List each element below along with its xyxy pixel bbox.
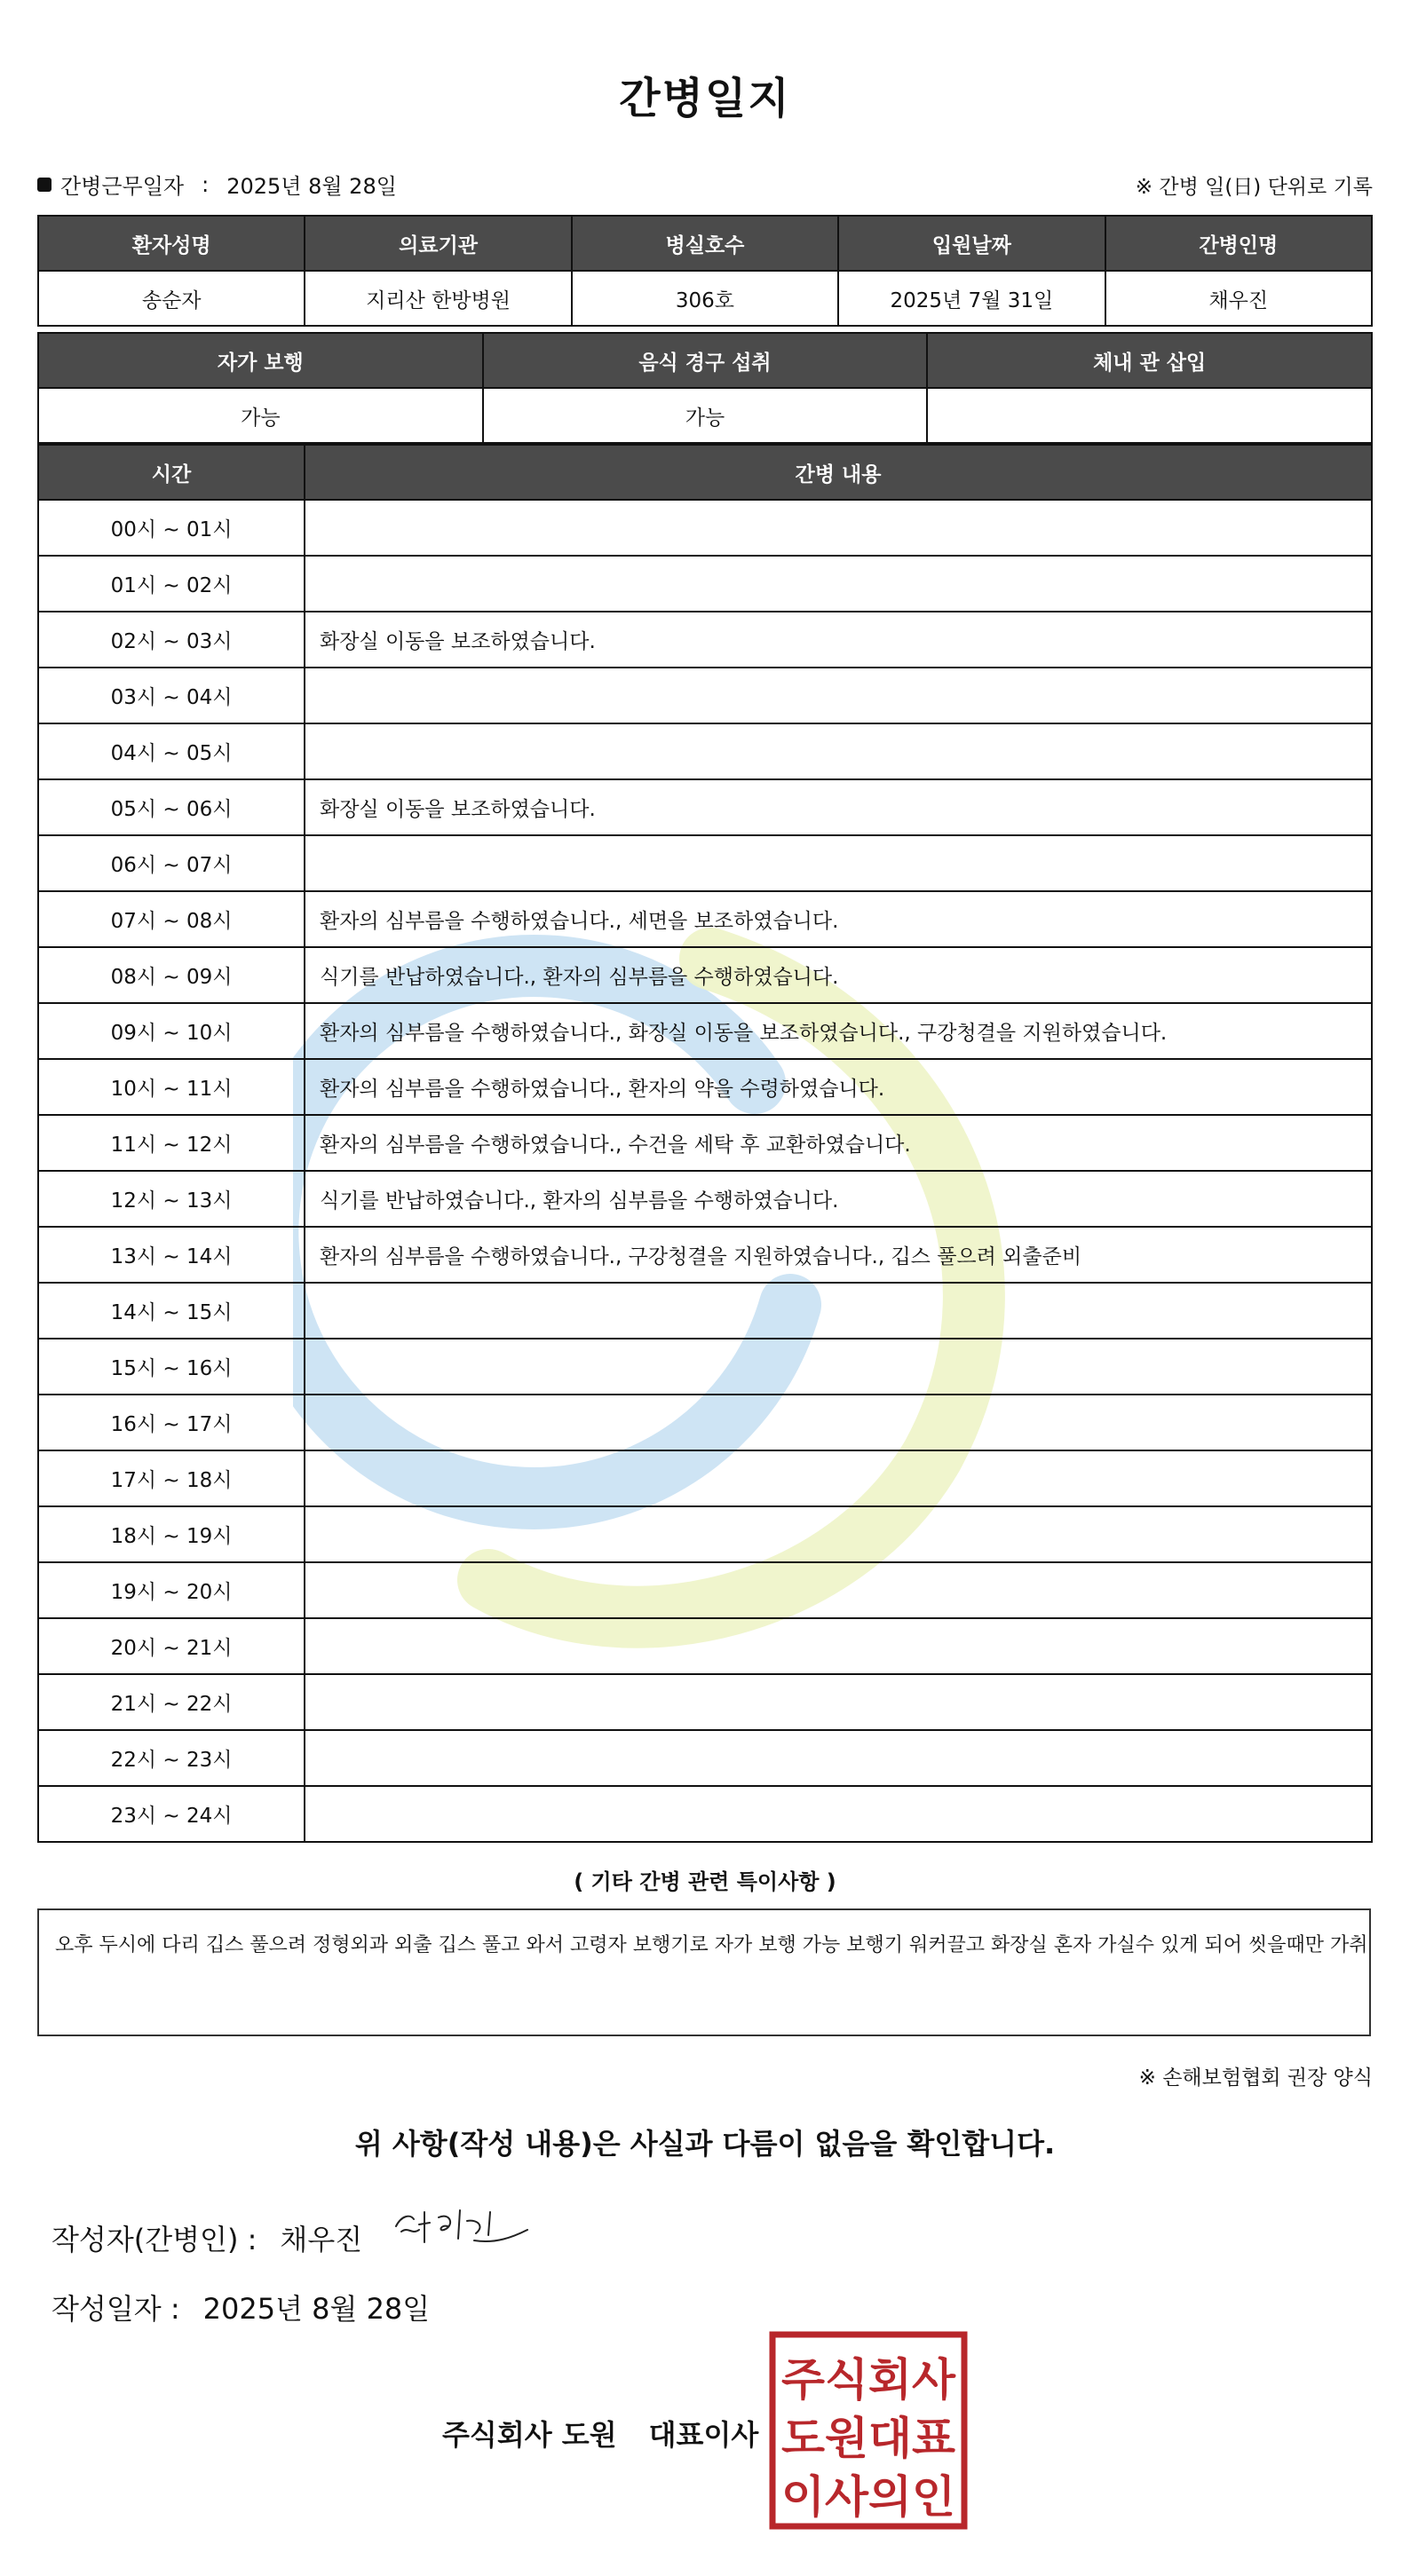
patient-name: 송순자 [38, 271, 305, 326]
company-line [442, 2413, 758, 2454]
care-content: 환자의 심부름을 수행하였습니다., 세면을 보조하였습니다. [305, 891, 1372, 947]
time-slot: 09시 ~ 10시 [38, 1003, 305, 1059]
written-date-value: 2025년 8월 28일 [202, 2292, 431, 2326]
oral-intake-value: 가능 [483, 388, 928, 443]
table-row [38, 500, 1372, 556]
table-row [38, 835, 1372, 891]
handwritten-signature [389, 2200, 531, 2253]
ability-table [37, 332, 1373, 444]
self-walking-value: 가능 [38, 388, 483, 443]
header-time: 시간 [38, 445, 305, 500]
bullet-icon [37, 178, 51, 192]
table-row [38, 612, 1372, 668]
work-date-value: 2025년 8월 28일 [226, 174, 397, 199]
time-slot: 04시 ~ 05시 [38, 723, 305, 779]
time-slot: 22시 ~ 23시 [38, 1730, 305, 1786]
time-slot: 00시 ~ 01시 [38, 500, 305, 556]
header-caregiver-name: 간병인명 [1105, 216, 1372, 271]
care-content [305, 500, 1372, 556]
time-slot: 14시 ~ 15시 [38, 1283, 305, 1339]
care-content [305, 1283, 1372, 1339]
writer-label: 작성자(간병인) : [51, 2223, 257, 2256]
work-date-separator: : [202, 171, 210, 197]
header-room: 병실호수 [572, 216, 838, 271]
table-row [38, 947, 1372, 1003]
table-row [38, 1171, 1372, 1227]
care-content [305, 835, 1372, 891]
care-content: 식기를 반납하였습니다., 환자의 심부름을 수행하였습니다. [305, 947, 1372, 1003]
care-content [305, 1786, 1372, 1842]
time-slot: 13시 ~ 14시 [38, 1227, 305, 1283]
header-self-walking: 자가 보행 [38, 333, 483, 388]
header-oral-intake: 음식 경구 섭취 [483, 333, 928, 388]
table-row [38, 1003, 1372, 1059]
time-slot: 16시 ~ 17시 [38, 1395, 305, 1450]
table-row [38, 668, 1372, 723]
unit-note: ※ 간병 일(日) 단위로 기록 [1135, 176, 1373, 199]
time-slot: 20시 ~ 21시 [38, 1618, 305, 1674]
time-slot: 06시 ~ 07시 [38, 835, 305, 891]
special-notes-box: 오후 두시에 다리 깁스 풀으려 정형외과 외출 깁스 풀고 와서 고령자 보행기로 자가 보행 가능 보행기 워커끌고 화장실 혼자 가실수 있게 되어 씻을때만 가취 [37, 1908, 1371, 2036]
care-content [305, 1730, 1372, 1786]
table-row [38, 1450, 1372, 1506]
table-row [38, 1562, 1372, 1618]
care-content [305, 1506, 1372, 1562]
care-content [305, 556, 1372, 612]
recommend-note: ※ 손해보험협회 권장 양식 [1138, 2066, 1373, 2090]
table-row [38, 1339, 1372, 1395]
writer-line [51, 2217, 362, 2258]
time-slot: 08시 ~ 09시 [38, 947, 305, 1003]
care-content: 환자의 심부름을 수행하였습니다., 구강청결을 지원하였습니다., 깁스 풀으려 외출준비 [305, 1227, 1372, 1283]
table-row [38, 1059, 1372, 1115]
care-content [305, 1395, 1372, 1450]
header-care-content: 간병 내용 [305, 445, 1372, 500]
table-row [38, 1506, 1372, 1562]
table-row [38, 1730, 1372, 1786]
writer-name: 채우진 [280, 2223, 363, 2256]
table-row [38, 723, 1372, 779]
care-content [305, 723, 1372, 779]
care-content [305, 1674, 1372, 1730]
time-slot: 15시 ~ 16시 [38, 1339, 305, 1395]
care-content [305, 1562, 1372, 1618]
table-row [38, 1227, 1372, 1283]
work-date-label: 간병근무일자 [60, 174, 185, 199]
care-content: 환자의 심부름을 수행하였습니다., 환자의 약을 수령하였습니다. [305, 1059, 1372, 1115]
table-row [38, 1786, 1372, 1842]
hospital-name: 지리산 한방병원 [305, 271, 571, 326]
admission-date: 2025년 7월 31일 [838, 271, 1105, 326]
special-notes-title: ( 기타 간병 관련 특이사항 ) [574, 1869, 836, 1894]
table-row [38, 1283, 1372, 1339]
care-content: 화장실 이동을 보조하였습니다. [305, 779, 1372, 835]
tube-insertion-value [927, 388, 1372, 443]
seal-line-1: 주식회사 [781, 2354, 956, 2406]
log-rows [38, 500, 1372, 1842]
time-slot: 17시 ~ 18시 [38, 1450, 305, 1506]
caregiver-name: 채우진 [1105, 271, 1372, 326]
care-content [305, 668, 1372, 723]
work-date-line [37, 169, 397, 200]
table-row [38, 1395, 1372, 1450]
time-slot: 23시 ~ 24시 [38, 1786, 305, 1842]
time-slot: 01시 ~ 02시 [38, 556, 305, 612]
time-slot: 12시 ~ 13시 [38, 1171, 305, 1227]
time-slot: 10시 ~ 11시 [38, 1059, 305, 1115]
table-row [38, 1674, 1372, 1730]
seal-line-3: 이사의인 [781, 2471, 955, 2523]
time-slot: 02시 ~ 03시 [38, 612, 305, 668]
header-tube-insertion: 체내 관 삽입 [927, 333, 1372, 388]
company-name: 주식회사 도원 [442, 2418, 617, 2452]
page-title: 간병일지 [619, 74, 791, 123]
time-slot: 21시 ~ 22시 [38, 1674, 305, 1730]
care-content [305, 1450, 1372, 1506]
care-content: 식기를 반납하였습니다., 환자의 심부름을 수행하였습니다. [305, 1171, 1372, 1227]
patient-info-table [37, 215, 1373, 327]
care-content: 환자의 심부름을 수행하였습니다., 수건을 세탁 후 교환하였습니다. [305, 1115, 1372, 1171]
care-content [305, 1618, 1372, 1674]
room-number: 306호 [572, 271, 838, 326]
seal-line-2: 도원대표 [781, 2413, 956, 2464]
header-patient-name: 환자성명 [38, 216, 305, 271]
company-seal-stamp [769, 2331, 968, 2530]
header-admission-date: 입원날짜 [838, 216, 1105, 271]
time-slot: 19시 ~ 20시 [38, 1562, 305, 1618]
time-slot: 07시 ~ 08시 [38, 891, 305, 947]
hourly-log-table [37, 444, 1373, 1843]
ceo-label: 대표이사 [648, 2418, 759, 2452]
care-content: 화장실 이동을 보조하였습니다. [305, 612, 1372, 668]
time-slot: 11시 ~ 12시 [38, 1115, 305, 1171]
header-hospital: 의료기관 [305, 216, 571, 271]
table-row [38, 556, 1372, 612]
time-slot: 05시 ~ 06시 [38, 779, 305, 835]
table-row [38, 1618, 1372, 1674]
time-slot: 03시 ~ 04시 [38, 668, 305, 723]
written-date-line [51, 2287, 430, 2327]
table-row [38, 779, 1372, 835]
confirm-statement: 위 사항(작성 내용)은 사실과 다름이 없음을 확인합니다. [354, 2127, 1056, 2161]
care-content [305, 1339, 1372, 1395]
written-date-label: 작성일자 : [51, 2292, 180, 2326]
table-row [38, 891, 1372, 947]
time-slot: 18시 ~ 19시 [38, 1506, 305, 1562]
table-row [38, 1115, 1372, 1171]
care-content: 환자의 심부름을 수행하였습니다., 화장실 이동을 보조하였습니다., 구강청결을 지원하였습니다. [305, 1003, 1372, 1059]
